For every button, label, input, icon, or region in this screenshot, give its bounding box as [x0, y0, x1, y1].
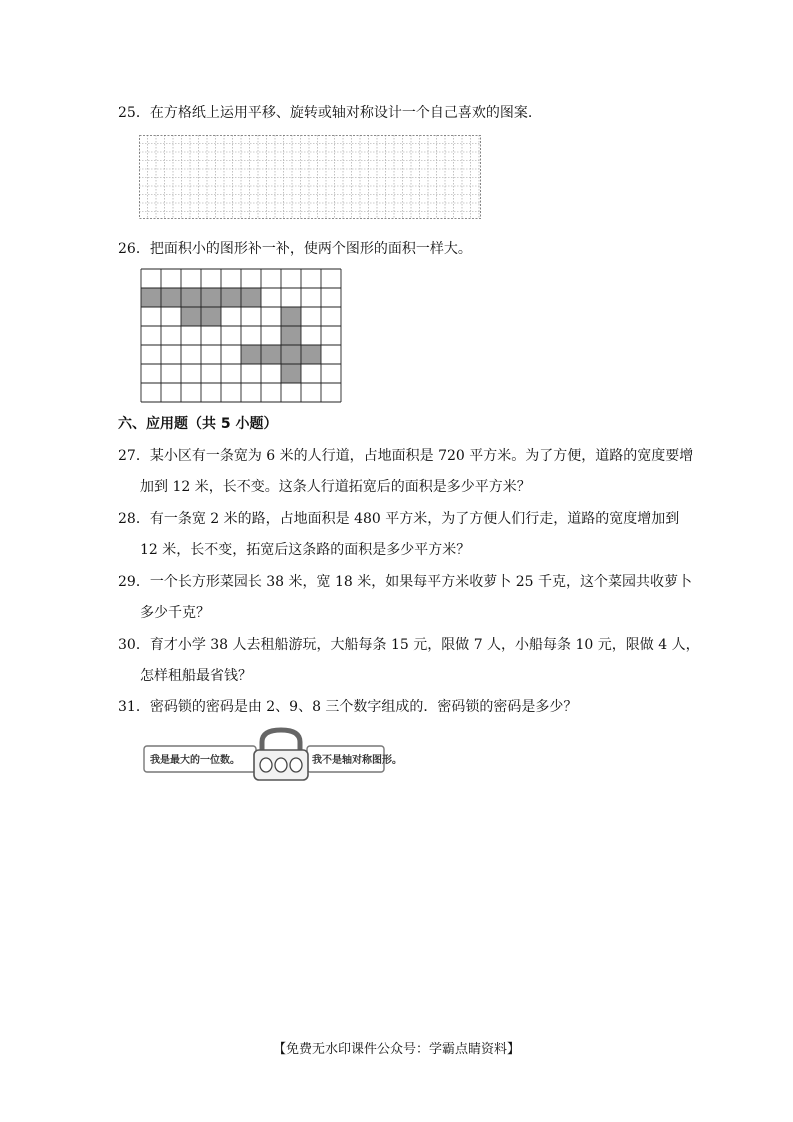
- question-29-line2: 多少千克？: [140, 605, 210, 621]
- area-comparison-grid[interactable]: [140, 268, 342, 401]
- question-25-text: 25．在方格纸上运用平移、旋转或轴对称设计一个自己喜欢的图案.: [118, 105, 533, 121]
- question-28-line1: 28．有一条宽 2 米的路，占地面积是 480 平方米，为了方便人们行走，道路的宽度增加到: [118, 511, 680, 527]
- combination-lock-figure: [142, 728, 402, 784]
- lock-shackle-icon: [262, 730, 300, 752]
- square-grid-paper[interactable]: [139, 135, 481, 219]
- right-bubble-text: 我不是轴对称图形。: [312, 755, 402, 766]
- lock-digit-slot-1[interactable]: [260, 758, 272, 772]
- footer-note: 【免费无水印课件公众号：学霸点睛资料】: [272, 1042, 520, 1057]
- question-31-text: 31．密码锁的密码是由 2、9、8 三个数字组成的．密码锁的密码是多少？: [118, 699, 578, 715]
- question-30-line1: 30．育才小学 38 人去租船游玩，大船每条 15 元，限做 7 人，小船每条 10 元，限做 4 人，: [118, 637, 700, 653]
- question-27-line1: 27．某小区有一条宽为 6 米的人行道，占地面积是 720 平方米。为了方便，道路的宽度要增: [118, 448, 694, 464]
- left-bubble-text: 我是最大的一位数。: [150, 755, 240, 766]
- question-29-line1: 29．一个长方形菜园长 38 米，宽 18 米，如果每平方米收萝卜 25 千克，这个菜园共收萝卜: [118, 574, 692, 590]
- question-30-line2: 怎样租船最省钱？: [140, 668, 252, 684]
- question-28-line2: 12 米，长不变，拓宽后这条路的面积是多少平方米？: [140, 542, 471, 558]
- section-6-title: 六、应用题（共 5 小题）: [118, 416, 278, 432]
- question-27-line2: 加到 12 米，长不变。这条人行道拓宽后的面积是多少平方米？: [140, 479, 531, 495]
- lock-digit-slot-3[interactable]: [290, 758, 302, 772]
- question-26-text: 26．把面积小的图形补一补，使两个图形的面积一样大。: [118, 241, 472, 257]
- lock-digit-slot-2[interactable]: [275, 758, 287, 772]
